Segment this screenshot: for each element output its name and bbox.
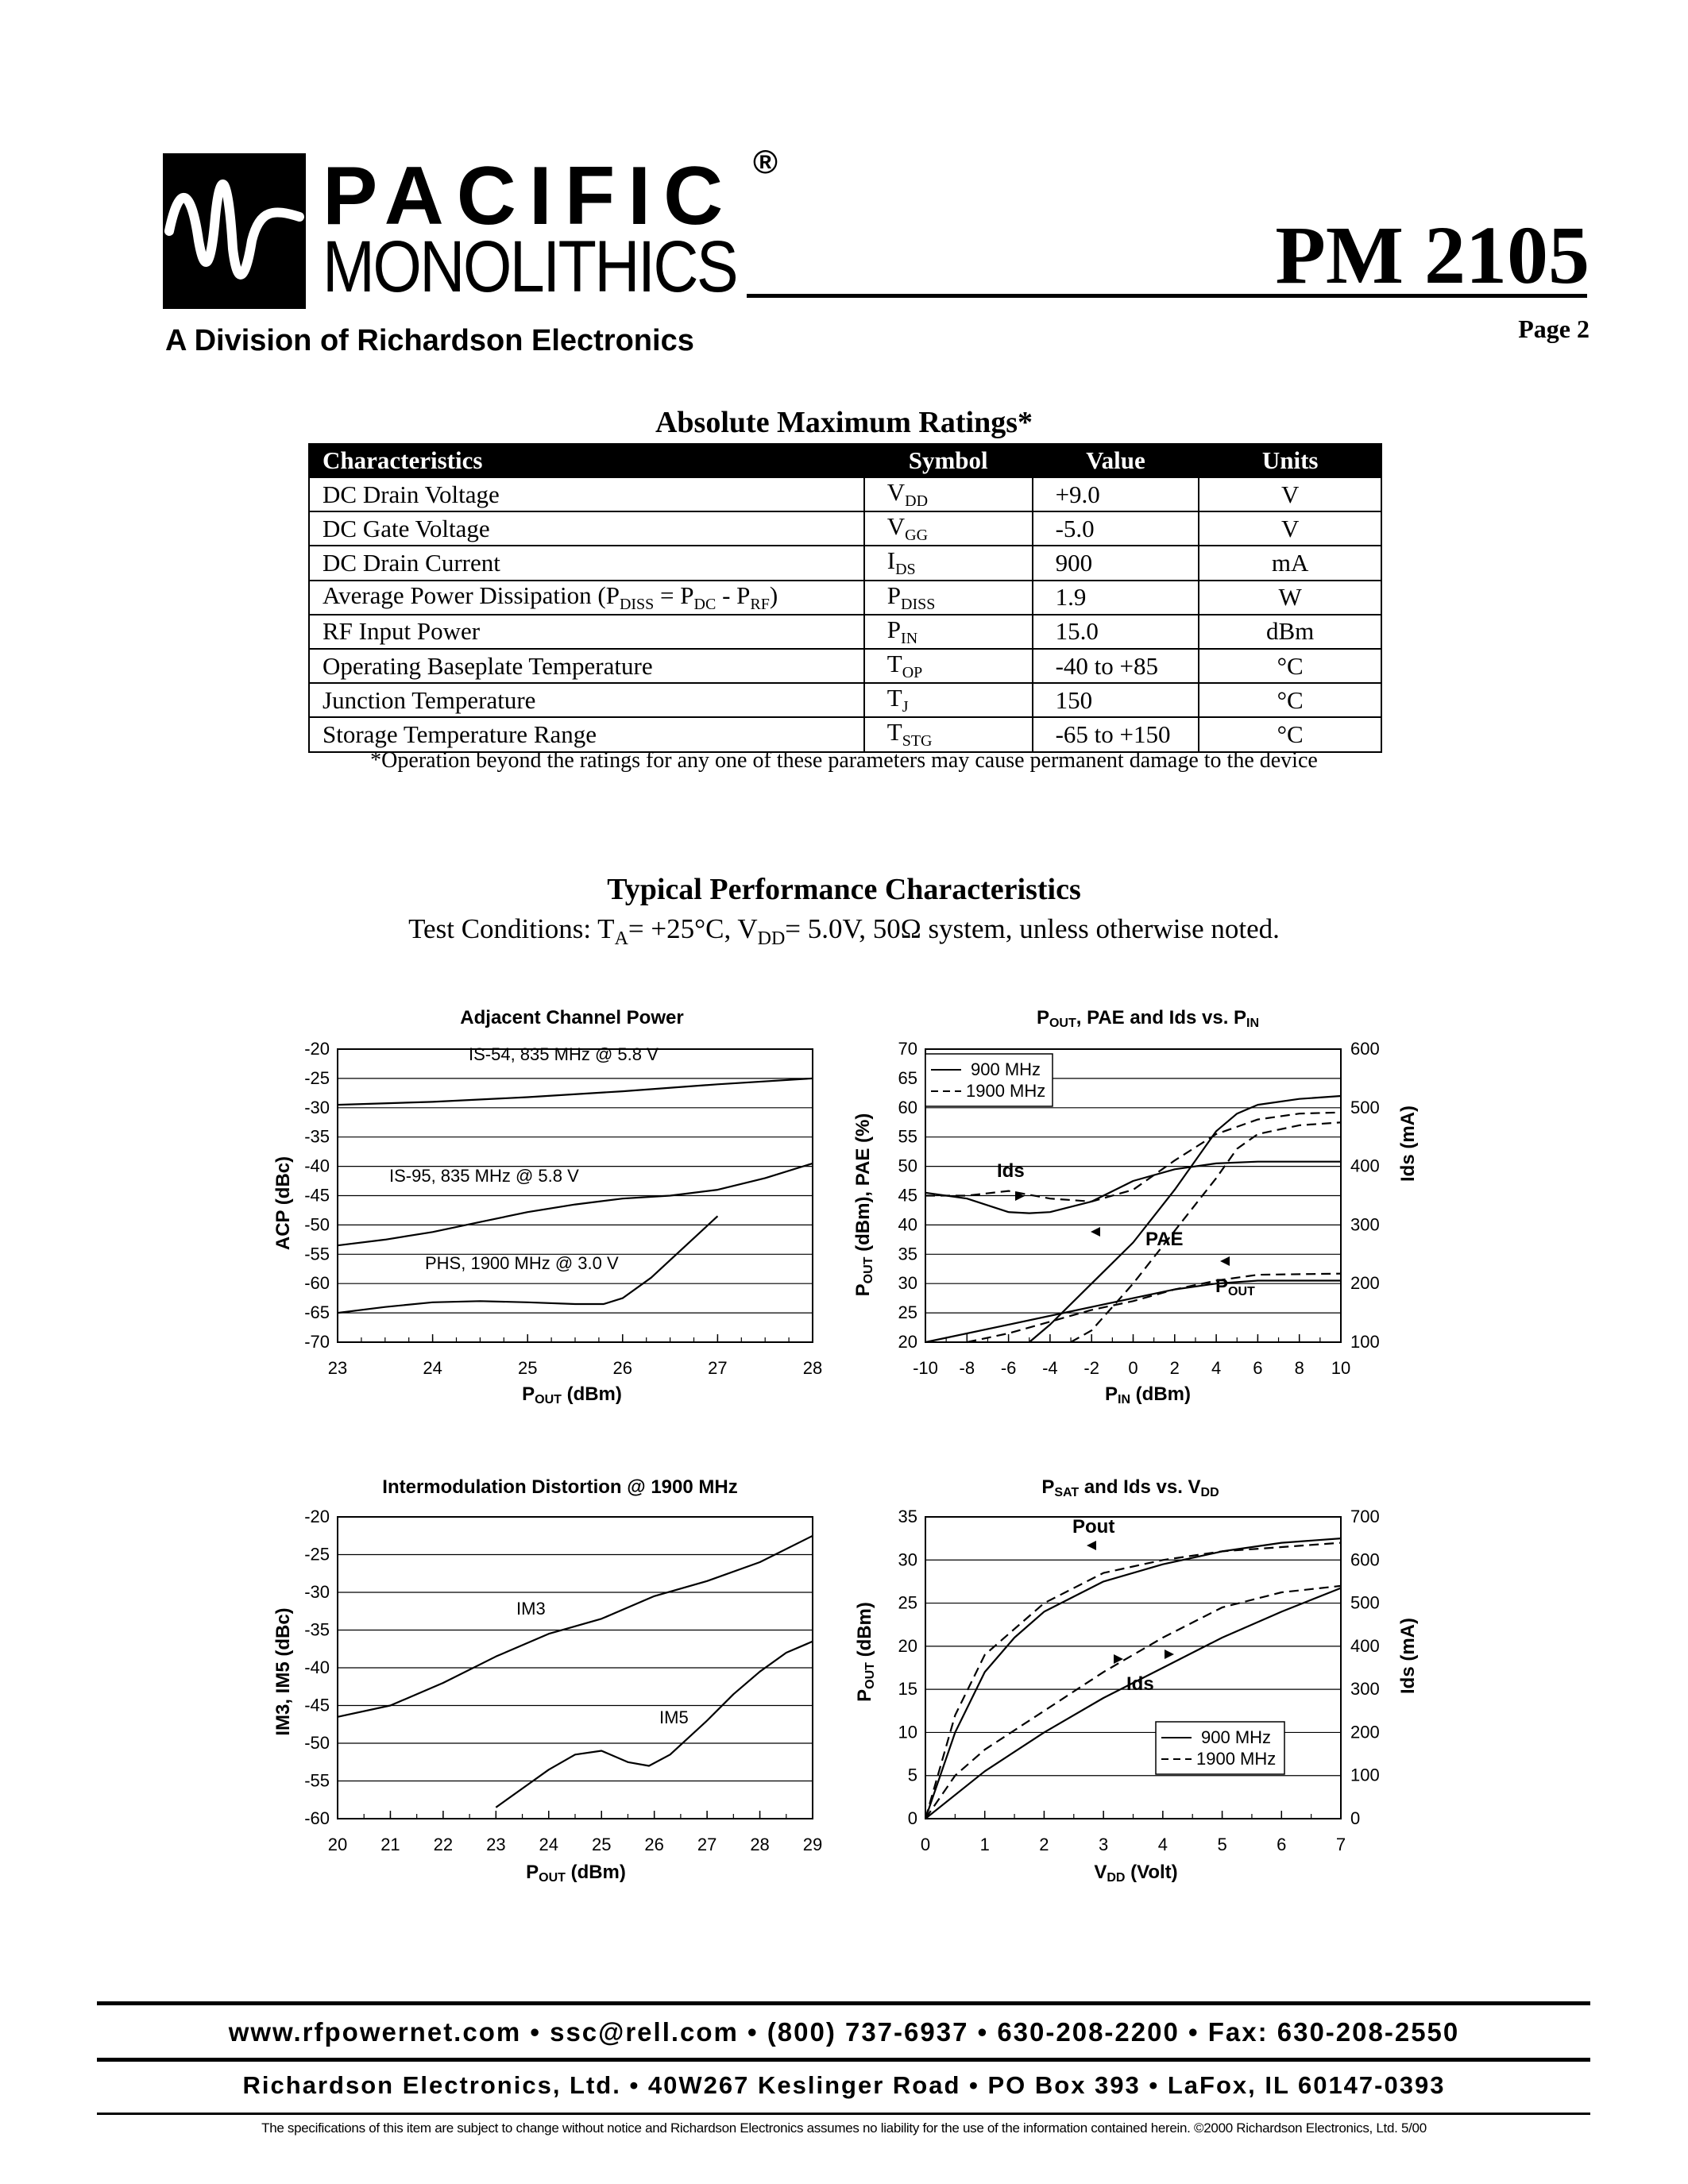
table-row <box>309 477 1381 511</box>
y-tick-label: -45 <box>304 1185 330 1206</box>
y-tick-label: -60 <box>304 1808 330 1828</box>
arrow-left-icon <box>1087 1541 1096 1550</box>
performance-title: Typical Performance Characteristics <box>607 873 1081 906</box>
title-b-sub: DD <box>1200 1486 1219 1499</box>
cell-unit: °C <box>1199 717 1381 751</box>
symbol-main: V <box>886 478 906 506</box>
cell-characteristic <box>309 546 864 580</box>
ratings-header-row <box>309 444 1381 477</box>
cell-value: -40 to +85 <box>1033 649 1199 683</box>
cell-symbol <box>864 683 1033 717</box>
ylabel-sub: OUT <box>863 1662 877 1689</box>
title-a-sub: SAT <box>1054 1486 1080 1499</box>
x-tick-label: 2 <box>1039 1835 1049 1854</box>
col-units: Units <box>1199 444 1381 477</box>
y2-tick-label: 200 <box>1350 1273 1380 1294</box>
ratings-body <box>309 477 1381 752</box>
y-tick-label: -35 <box>304 1619 330 1640</box>
y2-tick-label: 300 <box>1350 1679 1380 1700</box>
cell-characteristic <box>309 477 864 511</box>
xlabel-rest: (dBm) <box>561 1383 622 1405</box>
cell-value: 1.9 <box>1033 581 1199 615</box>
x-tick-label: 3 <box>1099 1835 1109 1854</box>
y-tick-label: 35 <box>898 1507 917 1526</box>
y-axis-label <box>852 1113 875 1297</box>
legend-900: 900 MHz <box>1201 1727 1272 1747</box>
x-tick-label: 6 <box>1277 1835 1287 1854</box>
page-label: Page 2 <box>1518 314 1590 343</box>
cell-unit: dBm <box>1199 615 1381 649</box>
series-line-3 <box>1071 1122 1341 1342</box>
cond-part: Test Conditions: T <box>408 913 615 944</box>
x-tick-label: 0 <box>1128 1358 1138 1378</box>
symbol-sub: DS <box>895 561 916 579</box>
label-pout <box>1215 1275 1255 1298</box>
symbol-sub: DD <box>905 492 929 511</box>
cell-unit: °C <box>1199 649 1381 683</box>
table-row <box>309 683 1381 717</box>
x-tick-label: 28 <box>802 1358 823 1378</box>
table-row <box>309 615 1381 649</box>
cell-symbol <box>864 615 1033 649</box>
xlabel-main: V <box>1094 1862 1107 1883</box>
chart-grid <box>338 1049 813 1342</box>
y-tick-label: 10 <box>898 1722 917 1742</box>
characteristic-text: Operating Baseplate Temperature <box>323 651 653 680</box>
xlabel-sub: IN <box>1118 1393 1131 1406</box>
title-b-sub: IN <box>1246 1017 1260 1030</box>
y2-tick-label: 100 <box>1350 1332 1380 1352</box>
x-tick-label: 26 <box>612 1358 633 1378</box>
y-tick-label: 40 <box>898 1214 917 1235</box>
y2-axis-label: Ids (mA) <box>1397 1106 1419 1182</box>
x-tick-label: 29 <box>802 1835 823 1854</box>
legend-1900: 1900 MHz <box>1196 1749 1277 1769</box>
table-row <box>309 581 1381 615</box>
cond-part: = +25°C, V <box>628 913 758 944</box>
pout-main: P <box>1215 1275 1229 1297</box>
cell-characteristic <box>309 649 864 683</box>
characteristic-text: RF Input Power <box>323 617 481 646</box>
xlabel-main: P <box>526 1862 539 1883</box>
cell-characteristic <box>309 717 864 751</box>
y-tick-label: -60 <box>304 1273 330 1294</box>
char-sub: DISS <box>619 595 655 613</box>
y-tick-label: 0 <box>907 1808 917 1828</box>
y-tick-label: -35 <box>304 1126 330 1147</box>
chart-title: Adjacent Channel Power <box>460 1007 684 1028</box>
symbol-sub: STG <box>902 732 933 751</box>
table-row <box>309 511 1381 546</box>
y-tick-label: -40 <box>304 1156 330 1176</box>
x-tick-label: 25 <box>517 1358 538 1378</box>
xlabel-sub: OUT <box>535 1393 562 1406</box>
y-tick-label: 20 <box>898 1332 917 1352</box>
ylabel-main: P <box>854 1688 875 1702</box>
y2-tick-label: 600 <box>1350 1039 1380 1059</box>
y2-tick-label: 400 <box>1350 1635 1380 1656</box>
brand-name-bottom: MONOLITHICS <box>323 226 737 307</box>
symbol-main: T <box>886 718 902 747</box>
chart-series <box>338 1536 813 1808</box>
characteristic-text: Average Power Dissipation (P <box>323 581 620 609</box>
x-tick-label: 4 <box>1157 1835 1168 1854</box>
footer-address: Richardson Electronics, Ltd. • 40W267 Keslinger Road • PO Box 393 • LaFox, IL 60147-0393 <box>242 2071 1446 2099</box>
arrow-right-icon <box>1114 1654 1123 1664</box>
cell-symbol <box>864 477 1033 511</box>
x-tick-label: 25 <box>591 1835 612 1854</box>
series-label-im5: IM5 <box>659 1707 689 1727</box>
y-tick-label: -55 <box>304 1244 330 1264</box>
ylabel-rest: (dBm) <box>854 1602 875 1663</box>
cond-part: = 5.0V, 50Ω system, unless otherwise noted. <box>785 913 1280 944</box>
col-symbol: Symbol <box>864 444 1033 477</box>
x-tick-label: -10 <box>913 1358 938 1378</box>
y2-tick-label: 200 <box>1350 1722 1380 1742</box>
y-tick-label: -25 <box>304 1544 330 1565</box>
x-tick-label: -6 <box>1000 1358 1017 1378</box>
symbol-sub: GG <box>905 527 929 545</box>
chart-ticks <box>304 1507 822 1854</box>
symbol-sub: J <box>902 698 909 716</box>
char-end: ) <box>769 581 778 609</box>
x-tick-label: 10 <box>1331 1358 1351 1378</box>
label-ids: Ids <box>1126 1673 1154 1695</box>
series-line-1 <box>496 1642 813 1808</box>
ratings-table <box>308 443 1382 753</box>
test-conditions <box>0 913 1688 950</box>
title-b: , PAE and Ids vs. P <box>1076 1007 1247 1028</box>
xlabel-rest: (dBm) <box>1130 1383 1191 1405</box>
footer-rule <box>97 2058 1590 2062</box>
x-tick-label: 6 <box>1253 1358 1263 1378</box>
arrow-left-icon <box>1220 1256 1230 1266</box>
y2-axis-label: Ids (mA) <box>1397 1618 1419 1694</box>
symbol-main: V <box>886 512 906 541</box>
symbol-main: P <box>886 581 902 609</box>
xlabel-rest: (Volt) <box>1125 1862 1178 1883</box>
cell-value: 900 <box>1033 546 1199 580</box>
col-characteristics: Characteristics <box>309 444 864 477</box>
cell-value: -5.0 <box>1033 511 1199 546</box>
series-line-4 <box>925 1281 1341 1343</box>
table-row <box>309 717 1381 751</box>
chart-legend <box>1156 1722 1284 1774</box>
y-tick-label: 50 <box>898 1156 917 1176</box>
registered-mark: ® <box>753 143 778 180</box>
chart-title <box>1037 1007 1259 1030</box>
chart-title: Intermodulation Distortion @ 1900 MHz <box>382 1476 738 1498</box>
y-tick-label: 20 <box>898 1635 917 1656</box>
cond-sub: A <box>614 928 628 949</box>
y-tick-label: -65 <box>304 1302 330 1323</box>
y-tick-label: -70 <box>304 1332 330 1352</box>
x-axis-label <box>526 1862 626 1885</box>
cell-symbol <box>864 649 1033 683</box>
y-tick-label: 15 <box>898 1679 917 1700</box>
y-axis-label: ACP (dBc) <box>272 1156 294 1251</box>
arrow-right-icon <box>1165 1650 1174 1659</box>
x-tick-label: 21 <box>380 1835 400 1854</box>
x-tick-label: 2 <box>1169 1358 1180 1378</box>
characteristic-text: DC Drain Current <box>323 548 500 577</box>
table-row <box>309 649 1381 683</box>
y-axis-label: IM3, IM5 (dBc) <box>272 1607 294 1736</box>
y2-tick-label: 600 <box>1350 1549 1380 1570</box>
part-number: PM 2105 <box>1275 210 1590 301</box>
symbol-sub: IN <box>901 629 918 647</box>
chart-ticks <box>304 1039 822 1378</box>
pout-sub: OUT <box>1228 1285 1255 1298</box>
cell-value: 150 <box>1033 683 1199 717</box>
cell-unit: mA <box>1199 546 1381 580</box>
title-a: P <box>1036 1007 1049 1028</box>
y-tick-label: 5 <box>907 1765 917 1785</box>
chart-adjacent-channel-power <box>270 997 842 1426</box>
x-tick-label: 5 <box>1217 1835 1227 1854</box>
y-tick-label: 25 <box>898 1592 917 1613</box>
cell-symbol <box>864 717 1033 751</box>
xlabel-rest: (dBm) <box>565 1862 626 1883</box>
cell-characteristic <box>309 511 864 546</box>
chart-legend <box>925 1054 1053 1106</box>
x-tick-label: 23 <box>486 1835 506 1854</box>
label-pae: PAE <box>1145 1229 1184 1250</box>
x-axis-label <box>522 1383 622 1406</box>
char-mid: - P <box>716 581 751 609</box>
xlabel-main: P <box>522 1383 535 1405</box>
char-mid: = P <box>654 581 694 609</box>
series-label-is54: IS-54, 835 MHz @ 5.8 V <box>469 1044 659 1064</box>
cell-characteristic <box>309 683 864 717</box>
y-tick-label: 30 <box>898 1273 917 1294</box>
y2-tick-label: 700 <box>1350 1507 1380 1526</box>
title-a: P <box>1041 1476 1055 1498</box>
xlabel-main: P <box>1105 1383 1118 1405</box>
chart-intermodulation <box>270 1469 842 1898</box>
y-tick-label: -40 <box>304 1657 330 1677</box>
y-tick-label: 60 <box>898 1097 917 1117</box>
series-line-0 <box>338 1536 813 1717</box>
cell-value: +9.0 <box>1033 477 1199 511</box>
x-tick-label: 20 <box>327 1835 348 1854</box>
series-line-1 <box>925 1113 1341 1202</box>
division-tagline: A Division of Richardson Electronics <box>165 324 694 357</box>
label-ids: Ids <box>997 1160 1025 1182</box>
x-tick-label: 22 <box>433 1835 454 1854</box>
series-line-0 <box>338 1078 813 1105</box>
title-b: and Ids vs. V <box>1079 1476 1201 1498</box>
cell-unit: V <box>1199 511 1381 546</box>
y2-tick-label: 100 <box>1350 1765 1380 1785</box>
arrow-left-icon <box>1091 1227 1100 1237</box>
chart-psat-ids <box>842 1469 1430 1898</box>
characteristic-text: DC Drain Voltage <box>323 480 500 508</box>
x-tick-label: 24 <box>539 1835 559 1854</box>
footer-rule <box>97 2001 1590 2005</box>
symbol-sub: DISS <box>901 595 936 613</box>
chart-series <box>925 1096 1341 1342</box>
cell-unit: W <box>1199 581 1381 615</box>
col-value: Value <box>1033 444 1199 477</box>
y-tick-label: 70 <box>898 1039 917 1059</box>
cell-value: -65 to +150 <box>1033 717 1199 751</box>
brand-name-top: PACIFIC <box>323 150 736 242</box>
y2-tick-label: 400 <box>1350 1156 1380 1176</box>
x-axis-label <box>1094 1862 1177 1885</box>
x-tick-label: 27 <box>708 1358 728 1378</box>
series-label-is95: IS-95, 835 MHz @ 5.8 V <box>389 1166 579 1186</box>
series-line-3 <box>925 1586 1341 1819</box>
characteristic-text: DC Gate Voltage <box>323 514 490 542</box>
series-line-2 <box>1029 1096 1341 1342</box>
x-tick-label: 23 <box>327 1358 348 1378</box>
cell-symbol <box>864 511 1033 546</box>
y-tick-label: -50 <box>304 1733 330 1753</box>
y-tick-label: -20 <box>304 1507 330 1526</box>
x-tick-label: -8 <box>959 1358 975 1378</box>
y2-tick-label: 0 <box>1350 1808 1361 1828</box>
table-row <box>309 546 1381 580</box>
cond-sub: DD <box>757 928 786 949</box>
y-axis-label <box>854 1602 877 1702</box>
series-line-2 <box>925 1588 1341 1819</box>
y-tick-label: 45 <box>898 1185 917 1206</box>
y2-tick-label: 500 <box>1350 1097 1380 1117</box>
x-tick-label: 27 <box>697 1835 717 1854</box>
series-label-phs: PHS, 1900 MHz @ 3.0 V <box>425 1253 619 1273</box>
y-tick-label: -25 <box>304 1067 330 1088</box>
label-pout: Pout <box>1072 1516 1115 1538</box>
chart-pout-pae-ids <box>842 997 1430 1426</box>
xlabel-sub: OUT <box>539 1871 566 1885</box>
ylabel-main: P <box>852 1283 874 1297</box>
footer-rule <box>97 2113 1590 2115</box>
x-tick-label: 8 <box>1294 1358 1304 1378</box>
y2-tick-label: 300 <box>1350 1214 1380 1235</box>
series-line-0 <box>925 1162 1341 1214</box>
x-tick-label: -2 <box>1083 1358 1099 1378</box>
characteristic-text: Storage Temperature Range <box>323 720 597 748</box>
y-tick-label: -45 <box>304 1695 330 1715</box>
characteristic-text: Junction Temperature <box>323 685 536 714</box>
char-sub: DC <box>693 595 717 613</box>
ratings-title: Absolute Maximum Ratings* <box>655 406 1033 439</box>
title-a-sub: OUT <box>1049 1017 1076 1030</box>
y-tick-label: 65 <box>898 1067 917 1088</box>
y-tick-label: -50 <box>304 1214 330 1235</box>
logo-wave-icon <box>163 153 306 309</box>
company-logo <box>163 153 306 309</box>
y-tick-label: 35 <box>898 1244 917 1264</box>
ylabel-sub: OUT <box>862 1256 875 1284</box>
x-tick-label: 7 <box>1335 1835 1346 1854</box>
symbol-main: P <box>886 615 902 643</box>
symbol-main: T <box>886 649 902 677</box>
symbol-main: T <box>886 684 902 712</box>
legend-1900: 1900 MHz <box>966 1081 1046 1101</box>
cell-characteristic <box>309 615 864 649</box>
legend-900: 900 MHz <box>971 1059 1041 1079</box>
y-tick-label: 25 <box>898 1302 917 1323</box>
symbol-main: I <box>886 546 896 575</box>
y-tick-label: -30 <box>304 1582 330 1602</box>
y-tick-label: -20 <box>304 1039 330 1059</box>
footer-contact: www.rfpowernet.com • ssc@rell.com • (800) 737-6937 • 630-208-2200 • Fax: 630-208-2550 <box>228 2017 1460 2047</box>
x-tick-label: 26 <box>644 1835 664 1854</box>
char-sub: RF <box>750 595 770 613</box>
y-tick-label: 55 <box>898 1126 917 1147</box>
x-tick-label: 1 <box>979 1835 990 1854</box>
x-tick-label: 24 <box>423 1358 442 1378</box>
series-label-im3: IM3 <box>516 1599 546 1619</box>
cell-unit: °C <box>1199 683 1381 717</box>
cell-characteristic <box>309 581 864 615</box>
cell-unit: V <box>1199 477 1381 511</box>
x-tick-label: 28 <box>750 1835 770 1854</box>
y-tick-label: 30 <box>898 1549 917 1570</box>
y-tick-label: -30 <box>304 1097 330 1117</box>
xlabel-sub: DD <box>1107 1871 1126 1885</box>
ylabel-rest: (dBm), PAE (%) <box>852 1113 874 1257</box>
ratings-footnote: *Operation beyond the ratings for any one of these parameters may cause permanent damage to the device <box>370 748 1318 773</box>
y2-tick-label: 500 <box>1350 1592 1380 1613</box>
x-tick-label: 0 <box>920 1835 931 1854</box>
x-tick-label: -4 <box>1042 1358 1058 1378</box>
y-tick-label: -55 <box>304 1770 330 1791</box>
chart-title <box>1041 1476 1219 1499</box>
x-axis-label <box>1105 1383 1191 1406</box>
chart-grid <box>338 1517 813 1819</box>
symbol-sub: OP <box>902 664 923 682</box>
footer-disclaimer: The specifications of this item are subject to change without notice and Richardson Electronics assumes no liability for the use of the information contained herein. ©2000 Richardson Electronics, Ltd. 5/00 <box>261 2120 1427 2136</box>
cell-value: 15.0 <box>1033 615 1199 649</box>
cell-symbol <box>864 581 1033 615</box>
x-tick-label: 4 <box>1211 1358 1222 1378</box>
cell-symbol <box>864 546 1033 580</box>
